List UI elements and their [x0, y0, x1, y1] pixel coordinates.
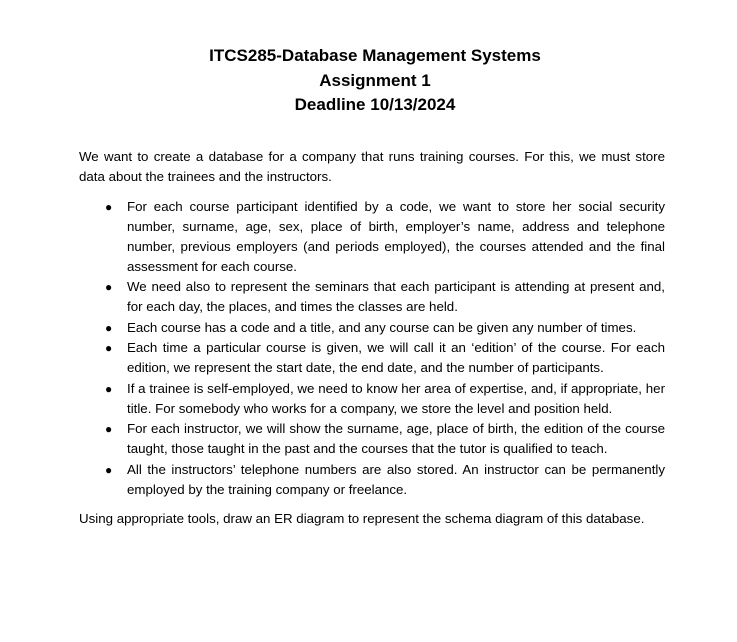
- instruction-paragraph: Using appropriate tools, draw an ER diagram to represent the schema diagram of this database.: [79, 510, 645, 526]
- bullet-icon: ●: [105, 341, 113, 355]
- requirement-text: For each instructor, we will show the surname, age, place of birth, the edition of the course taught, those taught in the past and the courses that the tutor is qualified to teach.: [127, 421, 665, 456]
- requirement-text: Each time a particular course is given, we will call it an ‘edition’ of the course. For each edition, we represent the start date, the end date, and the number of participants.: [127, 340, 665, 375]
- bullet-icon: ●: [105, 199, 113, 214]
- bullet-icon: ●: [105, 320, 113, 335]
- requirement-item: [79, 460, 665, 500]
- requirement-item: [79, 338, 665, 378]
- title-block: [79, 44, 665, 118]
- requirement-text: For each course participant identified by a code, we want to store her social security number, surname, age, sex, place of birth, employer’s name, address and telephone number, previous employers (and periods employed), the courses attended and the final assessment for each course.: [127, 198, 665, 274]
- assignment-title: Assignment 1: [319, 70, 431, 90]
- requirement-text: Each course has a code and a title, and any course can be given any number of times.: [127, 319, 637, 335]
- requirement-text: If a trainee is self-employed, we need to know her area of expertise, and, if appropriate, her title. For somebody who works for a company, we store the level and position held.: [127, 380, 665, 416]
- requirement-item: [79, 419, 665, 459]
- requirement-item: [79, 379, 665, 419]
- requirement-item: [79, 318, 665, 338]
- intro-paragraph: We want to create a database for a company that runs training courses. For this, we must store data about the trainees and the instructors.: [79, 148, 665, 184]
- requirement-item: [79, 197, 665, 277]
- bullet-icon: ●: [105, 422, 113, 436]
- bullet-icon: ●: [105, 280, 113, 294]
- requirement-text: We need also to represent the seminars that each participant is attending at present and, for each day, the places, and times the classes are held.: [127, 279, 665, 314]
- bullet-icon: ●: [105, 462, 113, 477]
- bullet-icon: ●: [105, 381, 113, 396]
- course-title: ITCS285-Database Management Systems: [209, 46, 541, 65]
- requirement-text: All the instructors’ telephone numbers are also stored. An instructor can be permanently employed by the training company or freelance.: [127, 461, 665, 497]
- deadline-title: Deadline 10/13/2024: [294, 95, 456, 114]
- requirement-item: [79, 277, 665, 317]
- requirements-list: [79, 197, 665, 500]
